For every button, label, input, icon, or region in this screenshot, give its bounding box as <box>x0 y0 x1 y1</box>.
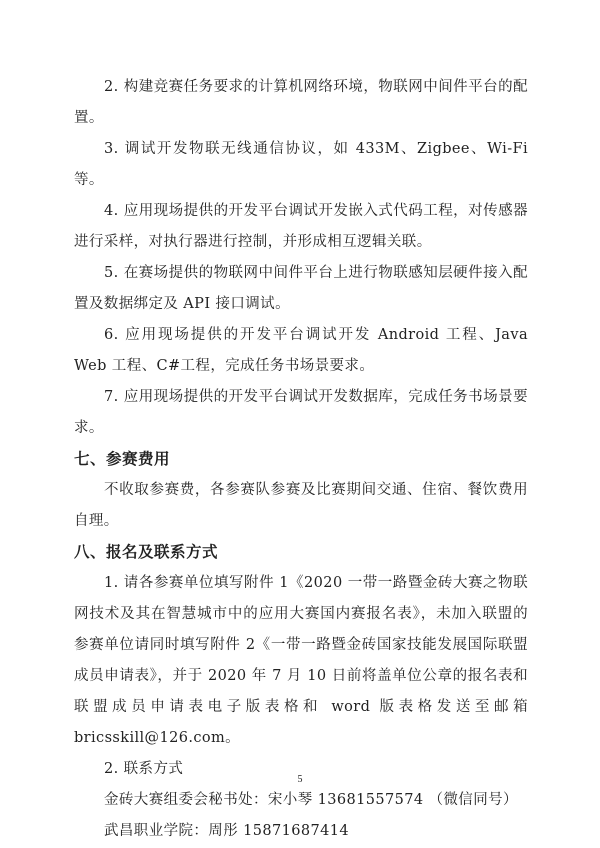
registration-paragraph: 1. 请各参赛单位填写附件 1《2020 一带一路暨金砖大赛之物联网技术及其在智慧城市中的应用大赛国内赛报名表》，未加入联盟的参赛单位请同时填写附件 2《一带一路暨金砖国家技能发展国际联盟成员申请表》，并于 2020 年 7 月 10 日前将盖单位公章的报名表和联盟成员申请表电子版表格和 word 版表格发送至邮箱 bricsskill@126.com。 <box>74 575 528 746</box>
contact-heading: 2. 联系方式 <box>104 761 184 777</box>
paragraph-item-3: 3. 调试开发物联无线通信协议，如 433M、Zigbee、Wi-Fi 等。 <box>74 141 528 188</box>
paragraph-item-6: 6. 应用现场提供的开发平台调试开发 Android 工程、Java Web 工程、C#工程，完成任务书场景要求。 <box>74 327 528 374</box>
contact-secretariat: 金砖大赛组委会秘书处：宋小琴 13681557574 （微信同号） <box>104 792 518 808</box>
page-content <box>74 72 528 847</box>
section-heading-registration: 八、报名及联系方式 <box>74 543 219 561</box>
paragraph-item-5: 5. 在赛场提供的物联网中间件平台上进行物联感知层硬件接入配置及数据绑定及 API 接口调试。 <box>74 265 528 312</box>
paragraph-item-2: 2. 构建竞赛任务要求的计算机网络环境，物联网中间件平台的配置。 <box>74 79 528 126</box>
paragraph-item-4: 4. 应用现场提供的开发平台调试开发嵌入式代码工程，对传感器进行采样，对执行器进行控制，并形成相互逻辑关联。 <box>74 203 528 250</box>
contact-college: 武昌职业学院：周彤 15871687414 <box>104 823 349 839</box>
section-heading-fees: 七、参赛费用 <box>74 450 171 468</box>
paragraph-item-7: 7. 应用现场提供的开发平台调试开发数据库，完成任务书场景要求。 <box>74 389 528 436</box>
page-number: 5 <box>297 774 303 785</box>
fees-paragraph: 不收取参赛费，各参赛队参赛及比赛期间交通、住宿、餐饮费用自理。 <box>74 482 528 529</box>
